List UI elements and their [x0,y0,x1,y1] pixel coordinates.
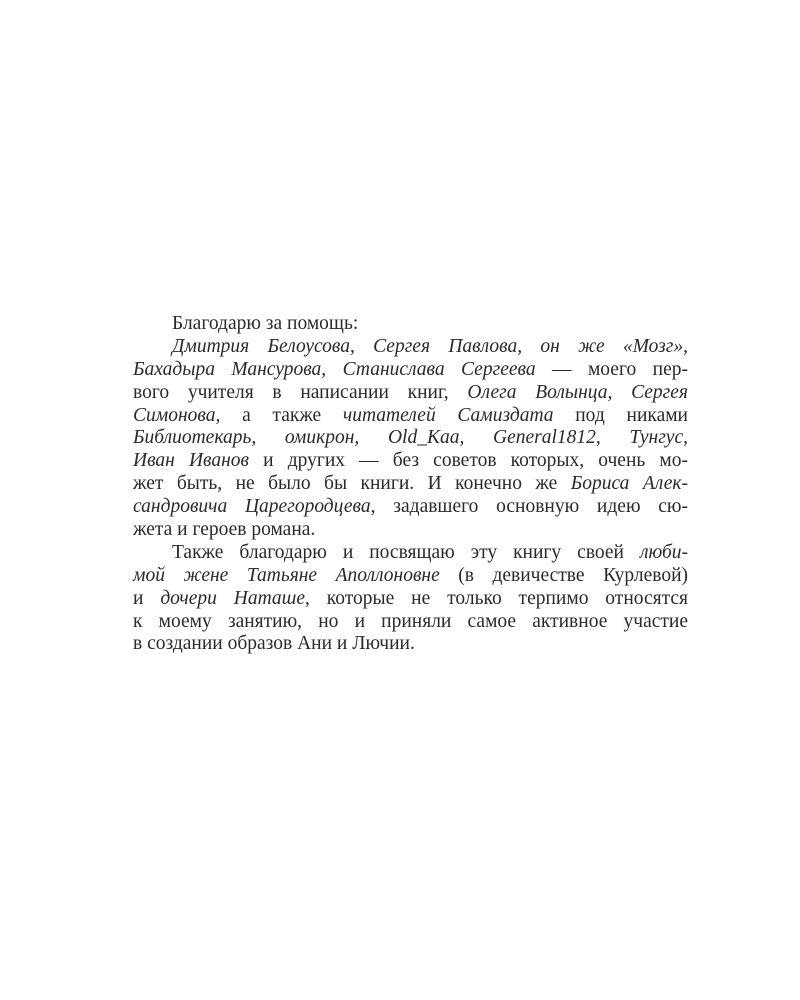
paragraph-1-line-9: жета и героев романа. [133,519,316,541]
paragraph-2-line-5: в создании образов Ани и Лючии. [133,633,415,655]
paragraph-1-line-3: вого учителя в написании книг, Олега Волынца, Сергея [133,381,688,403]
paragraph-1-line-6: Иван Иванов и других — без советов которых, очень мо- [133,450,688,472]
paragraph-1-line-2: Бахадыра Мансурова, Станислава Сергеева — моего пер- [133,358,688,380]
acknowledgements-heading: Благодарю за помощь: [172,313,359,334]
paragraph-2-line-2: мой жене Татьяне Аполлоновне (в девичестве Курлевой) [133,564,688,586]
paragraph-1-line-4: Симонова, а также читателей Самиздата под никами [133,404,688,426]
paragraph-1-line-7: жет быть, не было бы книги. И конечно же Бориса Алек- [133,473,688,495]
paragraph-2-line-4: к моему занятию, но и приняли самое активное участие [133,610,688,632]
paragraph-1-line-1: Дмитрия Белоусова, Сергея Павлова, он же «Мозг», [172,335,688,357]
paragraph-2-line-1: Также благодарю и посвящаю эту книгу своей люби- [172,541,688,563]
paragraph-2-line-3: и дочери Наташе, которые не только терпимо относятся [133,587,688,609]
paragraph-1-line-5: Библиотекарь, омикрон, Old_Kaa, General1812, Тунгус, [133,427,688,449]
paragraph-1-line-8: сандровича Царегородцева, задавшего основную идею сю- [133,496,688,518]
acknowledgements-text [133,313,688,656]
